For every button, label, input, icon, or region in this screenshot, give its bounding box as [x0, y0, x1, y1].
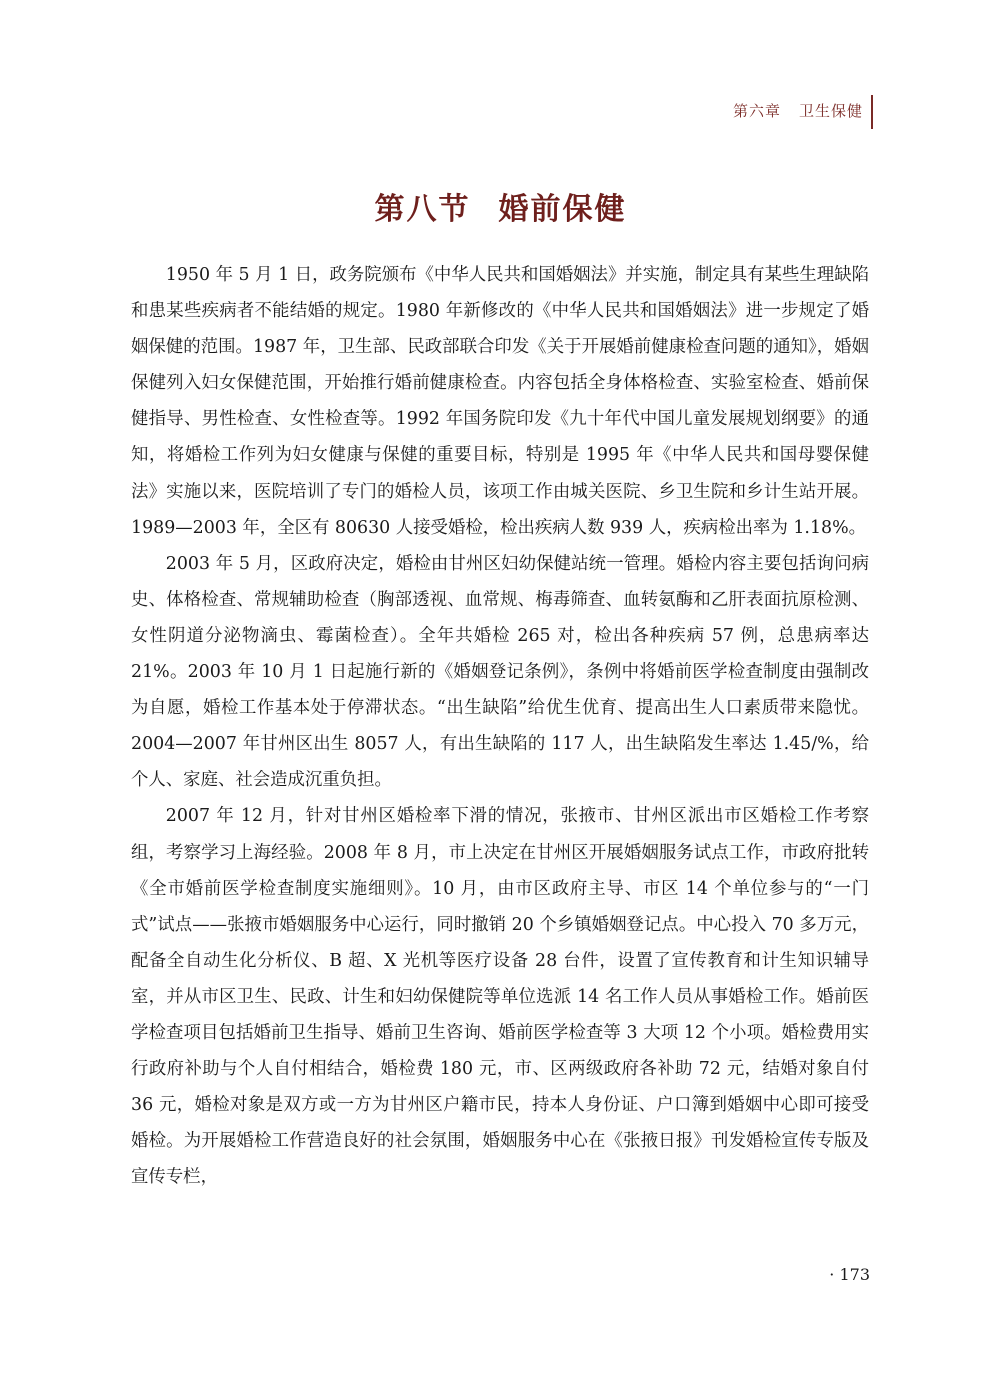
chapter-number: 第六章: [732, 102, 781, 120]
paragraph: 1950 年 5 月 1 日，政务院颁布《中华人民共和国婚姻法》并实施，制定具有某些生理缺陷和患某些疾病者不能结婚的规定。1980 年新修改的《中华人民共和国婚姻法》进一步规定了婚姻保健的范围。1987 年，卫生部、民政部联合印发《关于开展婚前健康检查问题的通知》，婚姻保健列入妇女保健范围，开始推行婚前健康检查。内容包括全身体格检查、实验室检查、婚前保健指导、男性检查、女性检查等。1992 年国务院印发《九十年代中国儿童发展规划纲要》的通知，将婚检工作列为妇女健康与保健的重要目标，特别是 1995 年《中华人民共和国母婴保健法》实施以来，医院培训了专门的婚检人员，该项工作由城关医院、乡卫生院和乡计生站开展。1989—2003 年，全区有 80630 人接受婚检，检出疾病人数 939 人，疾病检出率为 1.18%。: [131, 265, 869, 538]
header-rule: [871, 95, 873, 129]
body-text: [131, 257, 869, 1195]
chapter-title: 卫生保健: [798, 102, 863, 120]
section-number: 第八节: [374, 192, 471, 227]
page-number: · 173: [829, 1265, 870, 1284]
paragraph: 2007 年 12 月，针对甘州区婚检率下滑的情况，张掖市、甘州区派出市区婚检工作考察组，考察学习上海经验。2008 年 8 月，市上决定在甘州区开展婚姻服务试点工作，市政府批转《全市婚前医学检查制度实施细则》。10 月，由市区政府主导、市区 14 个单位参与的“一门式”试点——张掖市婚姻服务中心运行，同时撤销 20 个乡镇婚姻登记点。中心投入 70 多万元，配备全自动生化分析仪、B 超、X 光机等医疗设备 28 台件，设置了宣传教育和计生知识辅导室，并从市区卫生、民政、计生和妇幼保健院等单位选派 14 名工作人员从事婚检工作。婚前医学检查项目包括婚前卫生指导、婚前卫生咨询、婚前医学检查等 3 大项 12 个小项。婚检费用实行政府补助与个人自付相结合，婚检费 180 元，市、区两级政府各补助 72 元，结婚对象自付 36 元，婚检对象是双方或一方为甘州区户籍市民，持本人身份证、户口簿到婚姻中心即可接受婚检。为开展婚检工作营造良好的社会氛围，婚姻服务中心在《张掖日报》刊发婚检宣传专版及宣传专栏，: [131, 806, 869, 1188]
running-head: [733, 100, 863, 121]
section-heading: 婚前保健: [498, 192, 627, 227]
section-title: [0, 184, 1001, 228]
paragraph: 2003 年 5 月，区政府决定，婚检由甘州区妇幼保健站统一管理。婚检内容主要包括询问病史、体格检查、常规辅助检查（胸部透视、血常规、梅毒筛查、血转氨酶和乙肝表面抗原检测、女性阴道分泌物滴虫、霉菌检查）。全年共婚检 265 对，检出各种疾病 57 例，总患病率达 21%。2003 年 10 月 1 日起施行新的《婚姻登记条例》，条例中将婚前医学检查制度由强制改为自愿，婚检工作基本处于停滞状态。“出生缺陷”给优生优育、提高出生人口素质带来隐忧。2004—2007 年甘州区出生 8057 人，有出生缺陷的 117 人，出生缺陷发生率达 1.45/%，给个人、家庭、社会造成沉重负担。: [131, 553, 869, 791]
